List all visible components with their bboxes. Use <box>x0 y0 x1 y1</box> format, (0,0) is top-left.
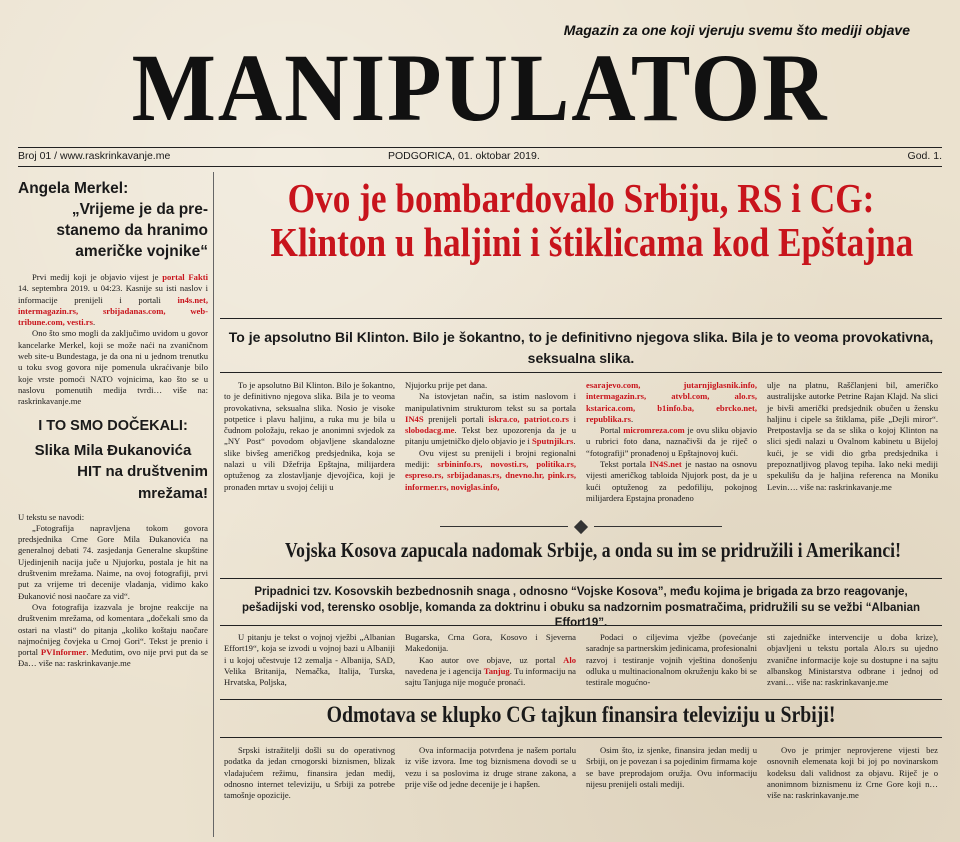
kosovo-column-3: Podaci o ciljevima vježbe (povećanje saradnje sa partnerskim jedinicama, profesionalni razvoj i testiranje vojnih vještina donošenju odluka u multinacionalnom okruženju kako bi se testirale mogućno- <box>586 632 757 688</box>
djukanovic-paragraph-2: „Fotografija napravljena tokom govora predsjednika Crne Gore Mila Đukanovića na generalnoj debati 74. zasjedanja Generalne skupštine Ujedinjenih nacija juče u Njujorku, postala je hit na društvenim mrežama. Naime, na ovoj fotografiji, prvi put za vrijeme tri decenije vladanja, vidimo kako Đukanović nosi naočare za vid“. <box>18 522 208 601</box>
link-slobodacg[interactable]: slobodacg.me <box>405 425 455 436</box>
main-lead-rule-bottom <box>220 372 942 373</box>
kosovo-lead: Pripadnici tzv. Kosovskih bezbednosnih snaga , odnosno “Vojske Kosova”, među kojima je brigada za brzo reagovanje, pešadijski vod, terensko osoblje, komanda za doktrinu i obuku sa nadzornim posmatračima, pridružili su se vežbi “Albanian Effort19”. <box>241 586 921 629</box>
link-regional-media-2[interactable]: esarajevo.com, jutarnjiglasnik.info, intermagazin.rs, atvbl.com, alo.rs, kstarica.com, b1info.ba, ebrcko.net, republika.rs <box>586 380 757 424</box>
merkel-title: Angela Merkel: <box>18 180 129 197</box>
sidebar-divider <box>213 172 214 837</box>
kosovo-columns <box>224 632 938 688</box>
link-in4s[interactable]: IN4S <box>405 413 424 424</box>
kosovo-lead-rule-bottom <box>220 625 942 626</box>
link-tanjug[interactable]: Tanjug <box>483 665 510 676</box>
main-headline-line1: Ovo je bombardovalo Srbiju, RS i CG: <box>287 175 875 221</box>
merkel-quote-line2: stanemo da hranimo <box>56 222 208 239</box>
main-columns <box>224 380 938 504</box>
masthead-title: MANIPULATOR <box>131 34 829 141</box>
merkel-paragraph-1: Prvi medij koji je objavio vijest je portal Fakti 14. septembra 2019. u 04:23. Kasnije su isti naslov i informacije prenijeli i portali in4s.net, intermagazin.rs, srbijadanas.com, web-tribune.com, vesti.rs. <box>18 272 208 328</box>
tycoon-rule-top <box>220 699 942 700</box>
tycoon-column-4: Ovo je primjer neprovjerene vijesti bez osnovnih elemenata koji bi joj po novinarskom kodeksu dali validnost za objavu. Riječ je o anonimnom biznismenu iz Crne Gore koji n… više na: raskrinkavanje.me <box>767 745 938 801</box>
link-alo[interactable]: Alo <box>563 654 576 665</box>
tycoon-columns <box>224 745 938 801</box>
place-date: PODGORICA, 01. oktobar 2019. <box>388 150 540 162</box>
djukanovic-kicker: I TO SMO DOČEKALI: <box>38 417 188 434</box>
kosovo-headline: Vojska Kosova zapucala nadomak Srbije, a onda su im se pridružili i Amerikanci! <box>284 538 901 562</box>
main-column-4: ulje na platnu, Raščlanjeni bil, američko australijske autorke Petrine Rajan Klajd. Na slici je bivši američki predsjednik obučen u žensku haljinu i cipele sa štiklama, piše „Dejli miror“. Pretpostavlja se da se slika o kojoj Klinton na slici sjedi nalazi u Ovalnom kabinetu u Bijeloj kući, je se vidi dio grba predsjednika i prepoznatljivog plavog tepiha. Iako neki mediji spekulišu da je haljina referenca na Moniku Levin…. više na: raskrinkavanje.me <box>767 380 938 492</box>
section-ornament <box>440 520 722 534</box>
djukanovic-title-line2: HIT na društvenim <box>77 462 208 480</box>
slogan: Magazin za one koji vjeruju svemu što mediji objave <box>563 22 910 38</box>
year-label: God. 1. <box>907 150 942 162</box>
diamond-ornament-icon <box>574 520 588 534</box>
tycoon-rule-bottom <box>220 737 942 738</box>
masthead-rule-top <box>18 147 942 148</box>
merkel-paragraph-2: Ono što smo mogli da zaključimo uvidom u govor kancelarke Merkel, koji se može naći na zvaničnom web site-u Bundestaga, je da ona ni u jednom trenutku u toku svog govora nije pomenula ukraćivanje bilo koje vrste pomoći NATO vojnicima, kao što se u naslovu pomenutih medija tvrdi… više na: raskrinkavanje.me <box>18 328 208 407</box>
link-iskra-patriot[interactable]: iskra.co, patriot.co.rs <box>488 413 570 424</box>
merkel-quote-line1: „Vrijeme je da pre- <box>71 201 208 218</box>
main-headline-line2: Klinton u haljini i štiklicama kod Epštajna <box>270 219 914 265</box>
main-column-1: To je apsolutno Bil Klinton. Bilo je šokantno, to je definitivno njegova slika. Bila je to veoma provokativna, seksualna slika. Nosio je visoke potpetice i plavu haljinu, a ruka mu je bila u čudnom položaju, rekao je anonimni svjedok za „NY Post“ povodom objavljene skandalozne slike bivšeg američkog predsjednika, koja se nalazi u vili Džefrija Epštajna, milijardera optuženog za zlostavljanje djevojčica, koji je pronađen mrtav u svojoj ćeliji u <box>224 380 395 492</box>
djukanovic-title-line1: Slika Mila Đukanovića <box>34 441 192 459</box>
kosovo-column-1: U pitanju je tekst o vojnoj vježbi „Albanian Effort19“, koja se izvodi u vojnoj bazi u Albaniji i u kojoj učestvuje 12 zemalja - Albanija, SAD, Velika Britanija, Nemačka, Italija, Turska, Hrvatska, Poljska, <box>224 632 395 688</box>
tycoon-column-2: Ova informacija potvrđena je našem portalu iz više izvora. Ime tog biznismena dovodi se u vezu i sa poslovima iz druge strane zakona, a prije više od jedne decenije je i hapšen. <box>405 745 576 789</box>
link-fakti[interactable]: portal Fakti <box>162 272 208 282</box>
tycoon-column-1: Srpski istražitelji došli su do operativnog podatka da jedan crnogorski biznismen, blizak vladajućem režimu, finansira jedan medij, odnosno internet televiziju, u Srbiji za potrebe tamošnje opozicije. <box>224 745 395 801</box>
link-portals[interactable]: in4s.net, intermagazin.rs, srbijadanas.com, web-tribune.com, vesti.rs <box>18 294 208 328</box>
link-micromreza[interactable]: micromreza.com <box>623 425 685 436</box>
link-regional-media[interactable]: srbininfo.rs, novosti.rs, politika.rs, espreso.rs, srbijadanas.rs, dnevno.hr, pink.rs, informer.rs, noviglas.info, <box>405 459 576 492</box>
kosovo-column-2: Bugarska, Crna Gora, Kosovo i Sjeverna Makedonija. Kao autor ove objave, uz portal Alo navedena je i agencija Tanjug. Tu informaciju na sajtu Tanjuga nije moguće pronaći. <box>405 632 576 688</box>
djukanovic-title-line3: mrežama! <box>137 484 208 502</box>
main-column-3: esarajevo.com, jutarnjiglasnik.info, intermagazin.rs, atvbl.com, alo.rs, kstarica.com, b1info.ba, ebrcko.net, republika.rs. Portal micromreza.com je ovu sliku objavio u rubrici foto dana, naznačivši da je riječ o “fotografiji” pronađenoj u Epštajnovoj kući. Tekst portala IN4S.net je nastao na osnovu vijesti američkog tabloida Njujork post, da je u kući optuženog za pedofiliju, pokojnog milijardera Epstajna pronađeno <box>586 380 757 503</box>
djukanovic-paragraph-1: U tekstu se navodi: <box>18 511 85 522</box>
link-in4s-net[interactable]: IN4S.net <box>649 459 682 470</box>
main-headline <box>270 175 914 265</box>
sidebar-column <box>18 176 208 670</box>
djukanovic-paragraph-3: Ova fotografija izazvala je brojne reakcije na društvenim mrežama, od komentara „dočekali smo da ostari na vlasti“ do pitanja „koliko koštaju naočare najmoćnijeg čovjeka u Crnoj Gori“. Tekst je prenio i portal PVInformer. Međutim, ovo nije prvi put da se Đa… više na: raskrinkavanje.me <box>18 601 208 669</box>
issue-info-bar <box>18 150 942 164</box>
main-lead: To je apsolutno Bil Klinton. Bilo je šokantno, to je definitivno njegova slika. Bila je to veoma provokativna, seksualna slika. <box>228 329 934 366</box>
issue-number: Broj 01 / www.raskrinkavanje.me <box>18 150 171 162</box>
kosovo-lead-rule-top <box>220 578 942 579</box>
main-column-2: Njujorku prije pet dana. Na istovjetan način, sa istim naslovom i manipulativnim strukturom tekst su sa portala IN4S prenijeli portali iskra.co, patriot.co.rs i slobodacg.me. Tekst bez upozorenja da je u pitanju umjetničko djelo objavio je i Sputnjik.rs. Ovu vijest su prenijeli i brojni regionalni mediji: srbininfo.rs, novosti.rs, politika.rs, espreso.rs, srbijadanas.rs, dnevno.hr, pink.rs, informer.rs, noviglas.info, <box>405 380 577 492</box>
main-lead-rule-top <box>220 318 942 319</box>
tycoon-headline: Odmotava se klupko CG tajkun finansira televiziju u Srbiji! <box>326 702 836 727</box>
masthead-rule-bottom <box>18 166 942 167</box>
merkel-quote-line3: američke vojnike“ <box>75 243 208 260</box>
link-pvinformer[interactable]: PVInformer <box>40 647 87 658</box>
kosovo-column-4: sti zajedničke intervencije u doba krize), objavljeni u tekstu portala Alo.rs su ujedno zvanične informacije koje su dostupne i na sajtu albanskog Ministarstva odbrane i jednoj od zvani… više na: raskrinkavanje.me <box>767 632 938 688</box>
tycoon-column-3: Osim što, iz sjenke, finansira jedan medij u Srbiji, on je povezan i sa pojedinim firmama koje se bave preprodajom oružja. Ovu informaciju nijesu prenijeli ostali mediji. <box>586 745 757 789</box>
link-sputnjik[interactable]: Sputnjik.rs <box>531 436 574 447</box>
